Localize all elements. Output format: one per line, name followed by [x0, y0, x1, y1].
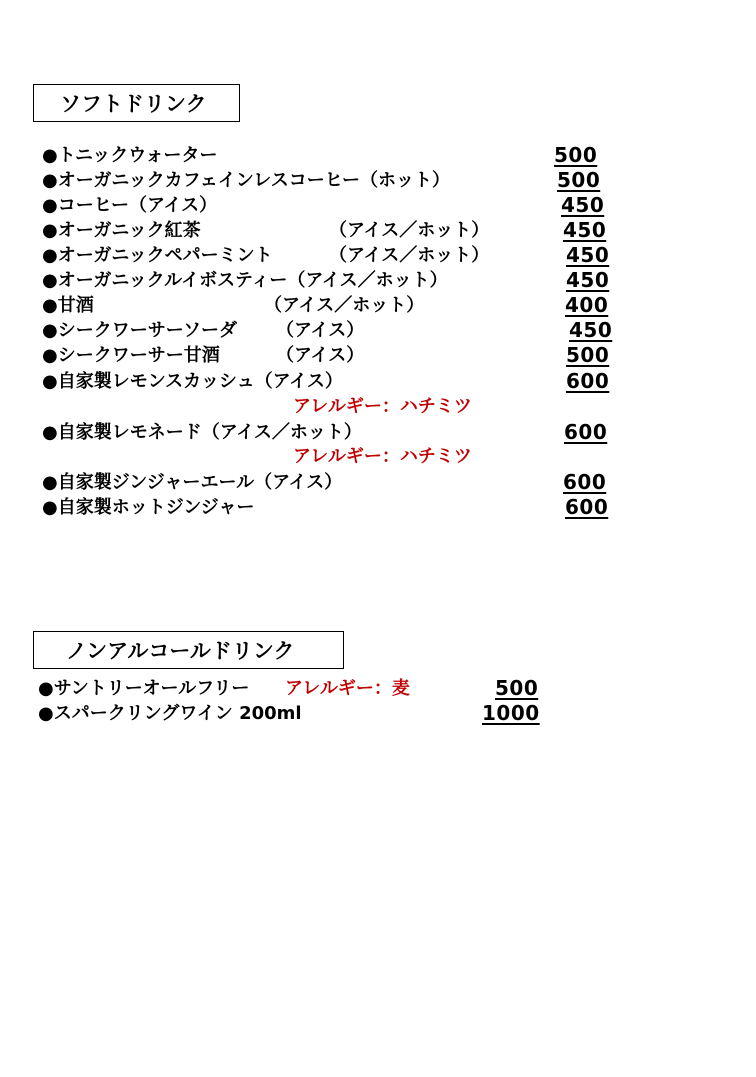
- item-name: ●オーガニックカフェインレスコーヒー（ホット）: [42, 170, 451, 191]
- item-price: 600: [564, 420, 608, 444]
- allergy-note: アレルギー：麦: [285, 678, 410, 699]
- allergy-note: アレルギー：ハチミツ: [293, 446, 472, 467]
- item-price: 450: [566, 243, 610, 267]
- item-option: （アイス／ホット）: [329, 245, 490, 266]
- item-name: ●シークワーサーソーダ: [42, 320, 237, 341]
- item-name: ●サントリーオールフリー: [38, 678, 250, 699]
- item-name: ●トニックウォーター: [42, 145, 218, 166]
- item-name: ●自家製レモンスカッシュ（アイス）: [42, 371, 343, 392]
- item-name: ●甘酒: [42, 295, 94, 316]
- item-name: ●自家製レモネード（アイス／ホット）: [42, 422, 362, 443]
- item-price: 500: [566, 343, 610, 367]
- item-price: 500: [554, 143, 598, 167]
- item-option: （アイス／ホット）: [329, 220, 490, 241]
- soft-drink-title: ソフトドリンク: [60, 92, 207, 116]
- item-price: 500: [557, 168, 601, 192]
- item-price: 450: [569, 318, 613, 342]
- item-price: 450: [561, 193, 605, 217]
- allergy-note: アレルギー：ハチミツ: [293, 396, 472, 417]
- item-option: （アイス）: [276, 320, 365, 341]
- item-name: ●オーガニックルイボスティー（アイス／ホット）: [42, 270, 448, 291]
- item-name: ●シークワーサー甘酒: [42, 345, 220, 366]
- item-price: 1000: [482, 701, 540, 725]
- item-price: 600: [566, 369, 610, 393]
- item-price: 500: [495, 676, 539, 700]
- item-price: 450: [563, 218, 607, 242]
- item-name: ●自家製ホットジンジャー: [42, 497, 255, 518]
- item-price: 400: [565, 293, 609, 317]
- non-alcohol-header: [33, 631, 344, 669]
- item-name: ●スパークリングワイン 200ml: [38, 703, 302, 724]
- item-name: ●自家製ジンジャーエール（アイス）: [42, 472, 343, 493]
- soft-drink-header: [33, 84, 240, 122]
- item-option: （アイス／ホット）: [264, 295, 425, 316]
- item-price: 600: [563, 470, 607, 494]
- item-price: 600: [565, 495, 609, 519]
- item-option: （アイス）: [276, 345, 365, 366]
- non-alcohol-title: ノンアルコールドリンク: [66, 639, 295, 663]
- item-name: ●コーヒー（アイス）: [42, 195, 218, 216]
- item-name: ●オーガニック紅茶: [42, 220, 201, 241]
- item-name: ●オーガニックペパーミント: [42, 245, 273, 266]
- item-price: 450: [566, 268, 610, 292]
